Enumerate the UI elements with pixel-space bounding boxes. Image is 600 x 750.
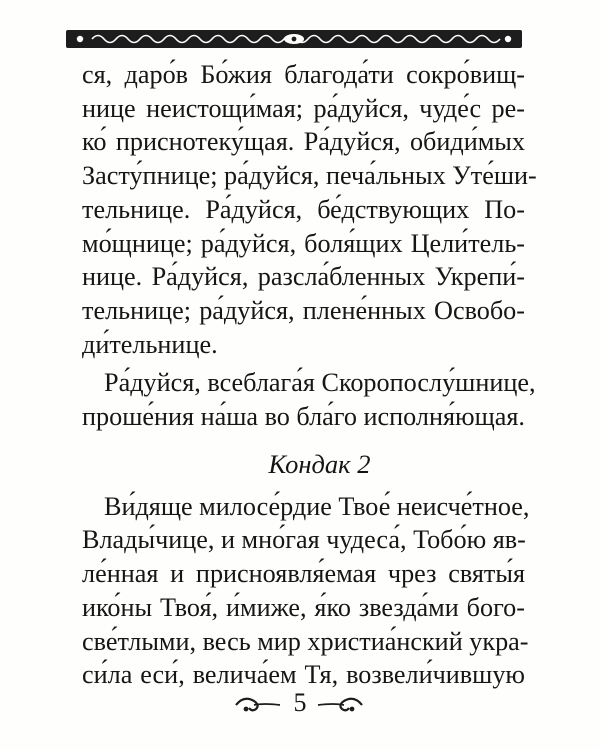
text-line: све́тлыми, весь мир христиа́нский укра- [82,626,529,656]
text-line: Влады́чице, и мно́гая чудеса́, Тобо́ю яв- [82,525,526,555]
paragraph-continuation [82,58,537,361]
text-line: Засту́пнице; ра́дуйся, печа́льных Уте́ши- [82,161,537,191]
text-line: си́ла еси́, велича́ем Тя, возвели́чившую [82,660,525,690]
paragraph-refrain [82,366,536,433]
section-heading: Кондак 2 [268,448,371,479]
text-line: ди́тельнице. [82,329,218,359]
text-line: нице неистощи́мая; ра́дуйся, чуде́с ре- [82,93,525,123]
paragraph-kontakion [82,490,530,692]
text-line: нице. Ра́дуйся, разсла́бленных Укрепи́- [82,262,525,292]
text-line: ико́ны Твоя́, и́миже, я́ко звезда́ми бого- [82,592,525,622]
page-number: 5 [293,688,307,717]
text-line: Ви́дяще милосе́рдие Твое́ неисче́тное, [104,491,530,521]
text-line: тельнице. Ра́дуйся, бе́дствующих По- [82,194,525,224]
text-line: ко́ приснотеку́щая. Ра́дуйся, обиди́мых [82,127,525,157]
text-line: мо́щнице; ра́дуйся, боля́щих Цели́тель- [82,228,525,258]
text-line: тельнице; ра́дуйся, плене́нных Освобо- [82,295,525,325]
text-line: ле́нная и присноявля́емая чрез святы́я [82,559,525,589]
text-block [82,58,537,692]
ornamental-border-icon [66,28,522,50]
text-line: проше́ния на́ша во бла́го исполня́ющая. [82,402,525,432]
text-line: Ра́дуйся, всеблага́я Скоропослу́шнице, [104,368,536,398]
text-line: ся, даро́в Бо́жия благода́ти сокро́вищ- [82,60,525,89]
